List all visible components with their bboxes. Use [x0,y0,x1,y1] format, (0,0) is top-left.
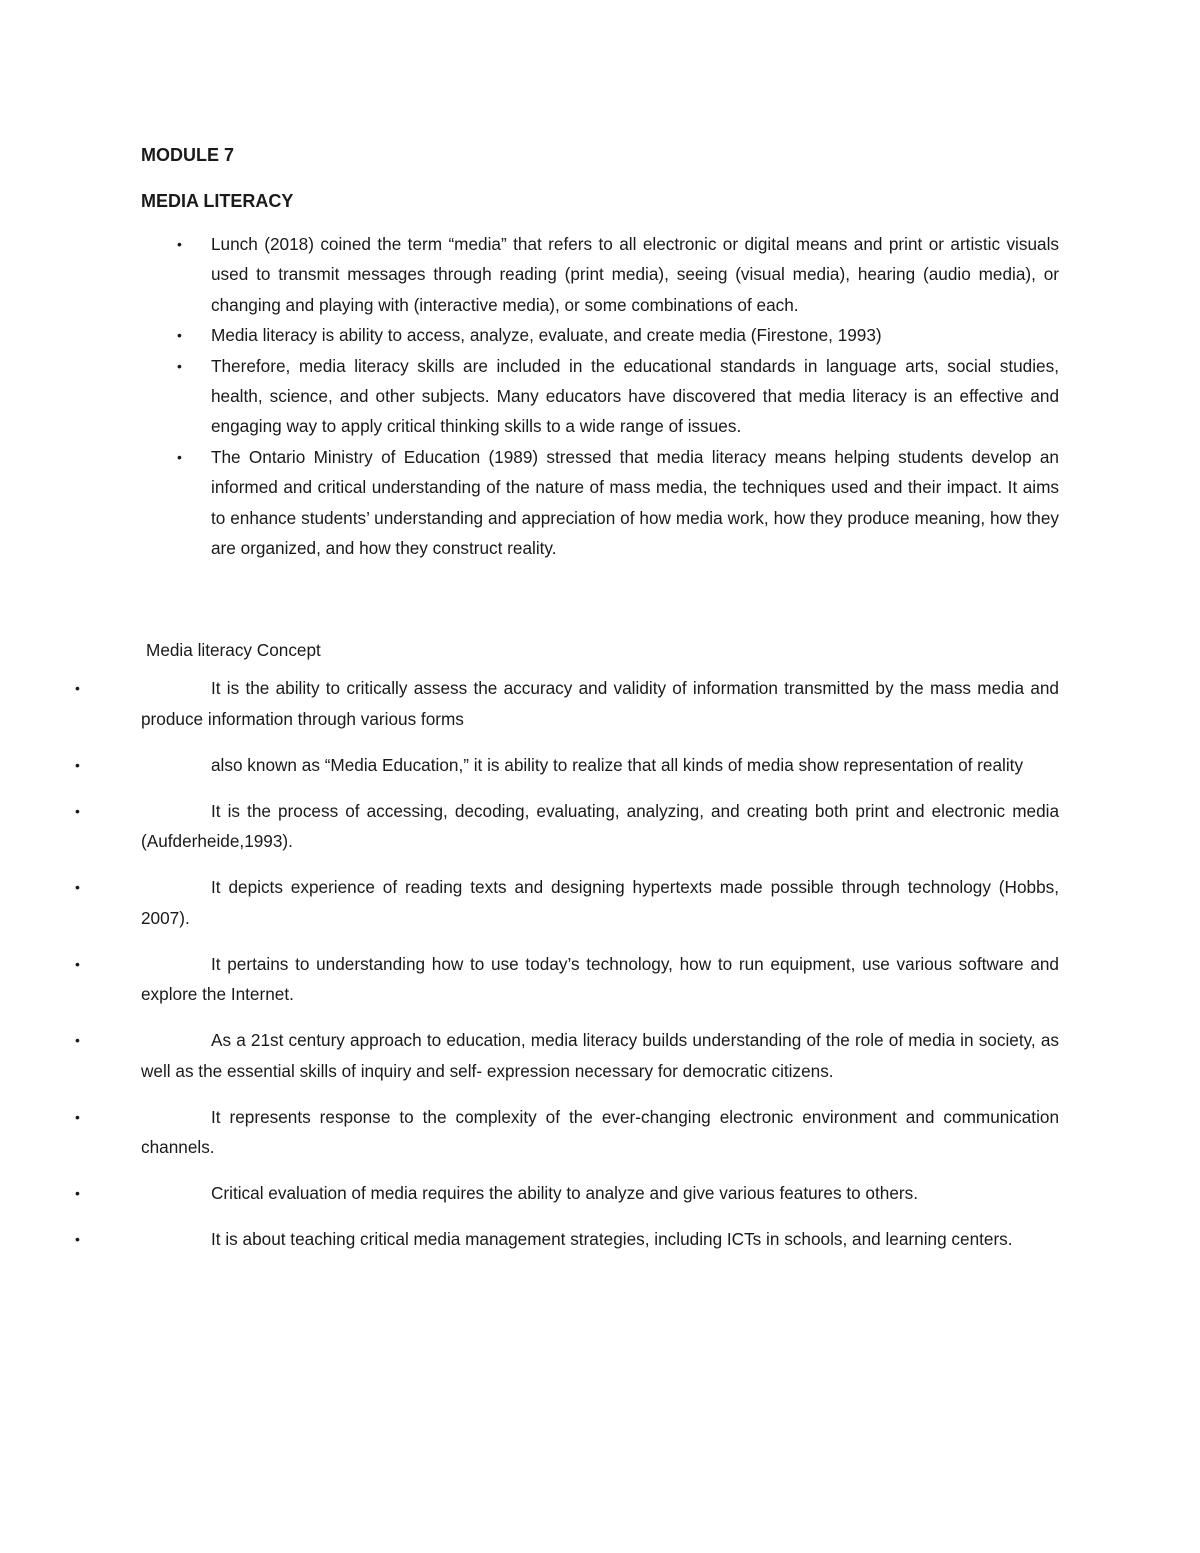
media-literacy-bullet-list [141,229,1059,563]
list-item-text: Lunch (2018) coined the term “media” that refers to all electronic or digital means and print or artistic visuals used to transmit messages through reading (print media), seeing (visual media), hearing (audio media), or changing and playing with (interactive media), or some combinations of each. [211,234,1059,315]
bullet-icon: • [177,448,182,465]
bullet-icon: • [75,1230,80,1247]
list-item [141,229,1059,320]
bullet-icon: • [75,680,80,697]
list-item-text: Media literacy is ability to access, analyze, evaluate, and create media (Firestone, 1993) [211,325,882,346]
bullet-icon: • [75,955,80,972]
list-item-text: It is about teaching critical media management strategies, including ICTs in schools, and learning centers. [211,1228,1013,1249]
bullet-icon: • [75,879,80,896]
list-item [141,442,1059,564]
list-item-text: Therefore, media literacy skills are included in the educational standards in language arts, social studies, health, science, and other subjects. Many educators have discovered that media literacy is an effective and engaging way to apply critical thinking skills to a wide range of issues. [211,355,1059,437]
list-item [75,750,1059,780]
list-item [75,949,1059,1010]
bullet-icon: • [177,327,182,344]
bullet-icon: • [75,1184,80,1201]
list-item [141,351,1059,442]
bullet-icon: • [75,802,80,819]
concept-bullet-list [75,673,1059,1254]
module-title: MODULE 7 [141,145,235,165]
list-item [75,1224,1059,1254]
list-item-text: also known as “Media Education,” it is ability to realize that all kinds of media show representation of reality [211,754,1024,775]
list-item-text: It is the process of accessing, decoding, evaluating, analyzing, and creating both print and electronic media (Aufderheide,1993). [141,800,1059,852]
topic-title: MEDIA LITERACY [141,191,294,211]
list-item-text: It depicts experience of reading texts and designing hypertexts made possible through technology (Hobbs, 2007). [141,877,1059,928]
list-item [75,1102,1059,1163]
bullet-icon: • [75,756,80,773]
list-item [75,1025,1059,1086]
list-item [75,796,1059,857]
bullet-icon: • [75,1108,80,1125]
document-body [75,141,1059,1270]
list-item [75,673,1059,734]
list-item-text: It represents response to the complexity of the ever-changing electronic environment and communication channels. [141,1106,1059,1157]
list-item-text: The Ontario Ministry of Education (1989) stressed that media literacy means helping students develop an informed and critical understanding of the nature of mass media, the techniques used and their impact. It aims to enhance students’ understanding and appreciation of how media work, how they produce meaning, how they are organized, and how they construct reality. [211,446,1059,559]
list-item-text: As a 21st century approach to education, media literacy builds understanding of the role of media in society, as well as the essential skills of inquiry and self- expression necessary for democratic citizens. [141,1030,1059,1081]
list-item-text: It pertains to understanding how to use today’s technology, how to run equipment, use various software and explore the Internet. [141,953,1059,1005]
list-item-text: It is the ability to critically assess the accuracy and validity of information transmitted by the mass media and produce information through various forms [141,678,1059,729]
bullet-icon: • [177,236,182,252]
concept-section-title: Media literacy Concept [146,640,321,661]
list-item-text: Critical evaluation of media requires the ability to analyze and give various features to others. [211,1182,918,1203]
list-item [141,320,1059,350]
bullet-icon: • [177,357,182,374]
list-item [75,1178,1059,1208]
list-item [75,872,1059,933]
bullet-icon: • [75,1032,80,1049]
